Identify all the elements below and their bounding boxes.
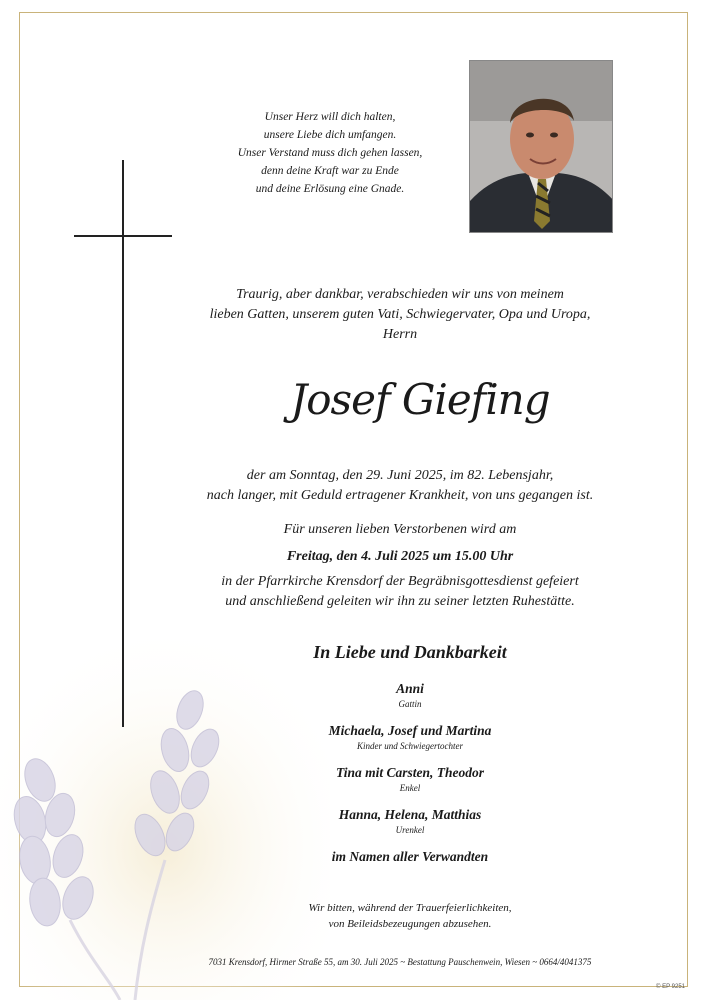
mourner-entry bbox=[200, 806, 620, 836]
mourner-entry bbox=[200, 722, 620, 752]
death-notice bbox=[140, 466, 660, 506]
love-heading: In Liebe und Dankbarkeit bbox=[313, 642, 507, 662]
intro-line: lieben Gatten, unserem guten Vati, Schwiegervater, Opa und Uropa, bbox=[209, 307, 591, 322]
closing-line: von Beileidsbezeugungen abzusehen. bbox=[328, 918, 492, 930]
mourner-relation: Enkel bbox=[399, 783, 421, 793]
church-line: in der Pfarrkirche Krensdorf der Begräbnisgottesdienst gefeiert bbox=[221, 574, 579, 589]
poem-line: Unser Herz will dich halten, bbox=[264, 111, 396, 123]
death-line: nach langer, mit Geduld ertragener Krankheit, von uns gegangen ist. bbox=[206, 488, 594, 503]
intro-line: Traurig, aber dankbar, verabschieden wir uns von meinem bbox=[236, 287, 564, 302]
mourner-names: Hanna, Helena, Matthias bbox=[338, 807, 482, 822]
mourner-entry bbox=[200, 764, 620, 794]
mourner-relation: Kinder und Schwiegertochter bbox=[357, 741, 463, 751]
mourner-names: im Namen aller Verwandten bbox=[331, 849, 489, 864]
service-date: Freitag, den 4. Juli 2025 um 15.00 Uhr bbox=[286, 549, 514, 564]
mourner-names: Michaela, Josef und Martina bbox=[328, 723, 492, 738]
poem-line: unsere Liebe dich umfangen. bbox=[263, 129, 397, 141]
portrait-photo bbox=[469, 60, 613, 233]
mourner-entry bbox=[200, 848, 620, 866]
print-code: © EP 9251 bbox=[656, 984, 685, 990]
mourner-names: Anni bbox=[396, 681, 424, 696]
service-intro: Für unseren lieben Verstorbenen wird am bbox=[283, 522, 517, 537]
mourner-entry bbox=[200, 680, 620, 710]
mourner-relation: Gattin bbox=[398, 699, 422, 709]
church-info bbox=[140, 572, 660, 612]
footer-address: 7031 Krensdorf, Hirmer Straße 55, am 30. Juli 2025 ~ Bestattung Pauschenwein, Wiesen ~ 0664/4041375 bbox=[208, 957, 592, 967]
poem bbox=[200, 108, 460, 198]
mourner-relation: Urenkel bbox=[395, 825, 425, 835]
poem-line: denn deine Kraft war zu Ende bbox=[261, 165, 399, 177]
deceased-name: Josef Giefing bbox=[290, 375, 550, 424]
mourner-names: Tina mit Carsten, Theodor bbox=[335, 765, 485, 780]
poem-line: und deine Erlösung eine Gnade. bbox=[255, 183, 405, 195]
death-line: der am Sonntag, den 29. Juni 2025, im 82. Lebensjahr, bbox=[246, 468, 554, 483]
poem-line: Unser Verstand muss dich gehen lassen, bbox=[237, 147, 423, 159]
closing-request bbox=[200, 900, 620, 932]
announcement-intro bbox=[140, 285, 660, 345]
church-line: und anschließend geleiten wir ihn zu seiner letzten Ruhestätte. bbox=[225, 594, 575, 609]
intro-line: Herrn bbox=[382, 327, 418, 342]
closing-line: Wir bitten, während der Trauerfeierlichkeiten, bbox=[308, 902, 512, 914]
